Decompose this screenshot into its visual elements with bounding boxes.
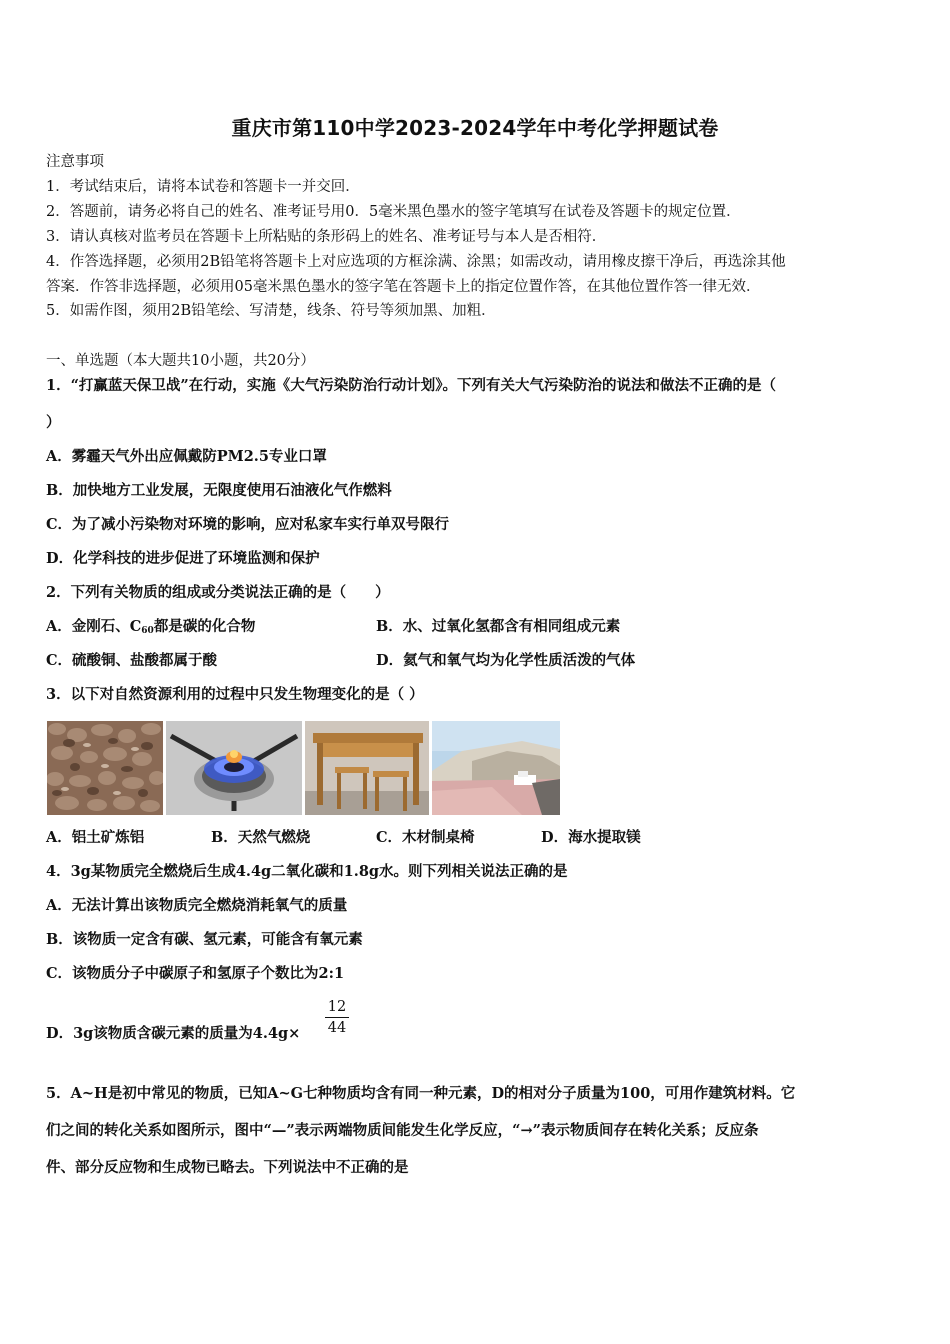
bauxite-ore-photo [47,721,163,815]
option-a-text-end: 都是碳的化合物 [153,618,256,635]
question-1-stem: 1．“打赢蓝天保卫战”在行动，实施《大气污染防治行动计划》。下列有关大气污染防治的说法和做法不正确的是（ [46,377,777,394]
option-a-text: A．金刚石、C [46,618,142,635]
question-1-option-c: C．为了减小污染物对环境的影响，应对私家车实行单双号限行 [46,516,450,533]
question-1-option-d: D．化学科技的进步促进了环境监测和保护 [46,550,320,567]
question-4-option-d: D．3g该物质含碳元素的质量为4.4g× [46,1025,301,1042]
question-2-option-b: B．水、过氧化氢都含有相同组成元素 [376,618,621,635]
seawater-salt-pan-photo [432,721,560,815]
question-2-option-d: D．氦气和氧气均为化学性质活泼的气体 [376,652,636,669]
fraction-12-over-44 [325,998,349,1037]
question-1-option-b: B．加快地方工业发展，无限度使用石油液化气作燃料 [46,482,392,499]
question-3-stem: 3．以下对自然资源利用的过程中只发生物理变化的是（ ） [46,686,424,703]
question-3-option-d: D．海水提取镁 [541,829,641,846]
notice-item: 5．如需作图，须用2B铅笔绘、写清楚，线条、符号等须加黑、加粗． [46,303,496,319]
fraction-numerator: 12 [327,999,347,1015]
notice-item: 4．作答选择题，必须用2B铅笔将答题卡上对应选项的方框涂满、涂黑；如需改动，请用橡皮擦干净后，再选涂其他 [46,254,786,270]
question-3-option-a: A．铝土矿炼铝 [46,829,145,846]
question-1-option-a: A．雾霾天气外出应佩戴防PM2.5专业口罩 [46,448,327,465]
question-3-option-b: B．天然气燃烧 [211,829,311,846]
question-4-option-b: B．该物质一定含有碳、氢元素，可能含有氧元素 [46,931,363,948]
question-2-option-a [46,617,255,641]
notice-item: 2．答题前，请务必将自己的姓名、准考证号用0．5毫米黑色墨水的签字笔填写在试卷及答题卡的规定位置． [46,204,741,220]
question-5-line: 件、部分反应物和生成物已略去。下列说法中不正确的是 [46,1159,409,1176]
question-4-option-c: C．该物质分子中碳原子和氢原子个数比为2:1 [46,965,345,982]
notice-item: 3．请认真核对监考员在答题卡上所粘贴的条形码上的姓名、准考证号与本人是否相符． [46,229,607,245]
option-a-subscript: 60 [141,626,154,636]
question-3-option-c: C．木材制桌椅 [376,829,475,846]
section-heading: 一、单选题（本大题共10小题，共20分） [46,353,315,369]
fraction-denominator: 44 [327,1020,347,1036]
notice-item: 1．考试结束后，请将本试卷和答题卡一并交回． [46,179,360,195]
question-4-option-a: A．无法计算出该物质完全燃烧消耗氧气的质量 [46,897,348,914]
wooden-desk-photo [305,721,429,815]
gas-stove-flame-photo [166,721,302,815]
question-2-stem: 2．下列有关物质的组成或分类说法正确的是（ ） [46,584,390,601]
question-5-line: 们之间的转化关系如图所示，图中“—”表示两端物质间能发生化学反应，“→”表示物质间存在转化关系；反应条 [46,1122,759,1139]
page-title: 重庆市第110中学2023-2024学年中考化学押题试卷 [231,116,719,140]
notice-heading: 注意事项 [46,154,104,170]
fraction-bar [325,1017,349,1018]
notice-item: 答案．作答非选择题，必须用05毫米黑色墨水的签字笔在答题卡上的指定位置作答，在其他位置作答一律无效． [46,279,761,295]
question-5-line: 5．A~H是初中常见的物质，已知A~G七种物质均含有同一种元素，D的相对分子质量为100，可用作建筑材料。它 [46,1085,796,1102]
question-1-stem-end: ） [46,414,61,431]
question-2-option-c: C．硫酸铜、盐酸都属于酸 [46,652,218,669]
question-4-stem: 4．3g某物质完全燃烧后生成4.4g二氧化碳和1.8g水。则下列相关说法正确的是 [46,863,568,880]
